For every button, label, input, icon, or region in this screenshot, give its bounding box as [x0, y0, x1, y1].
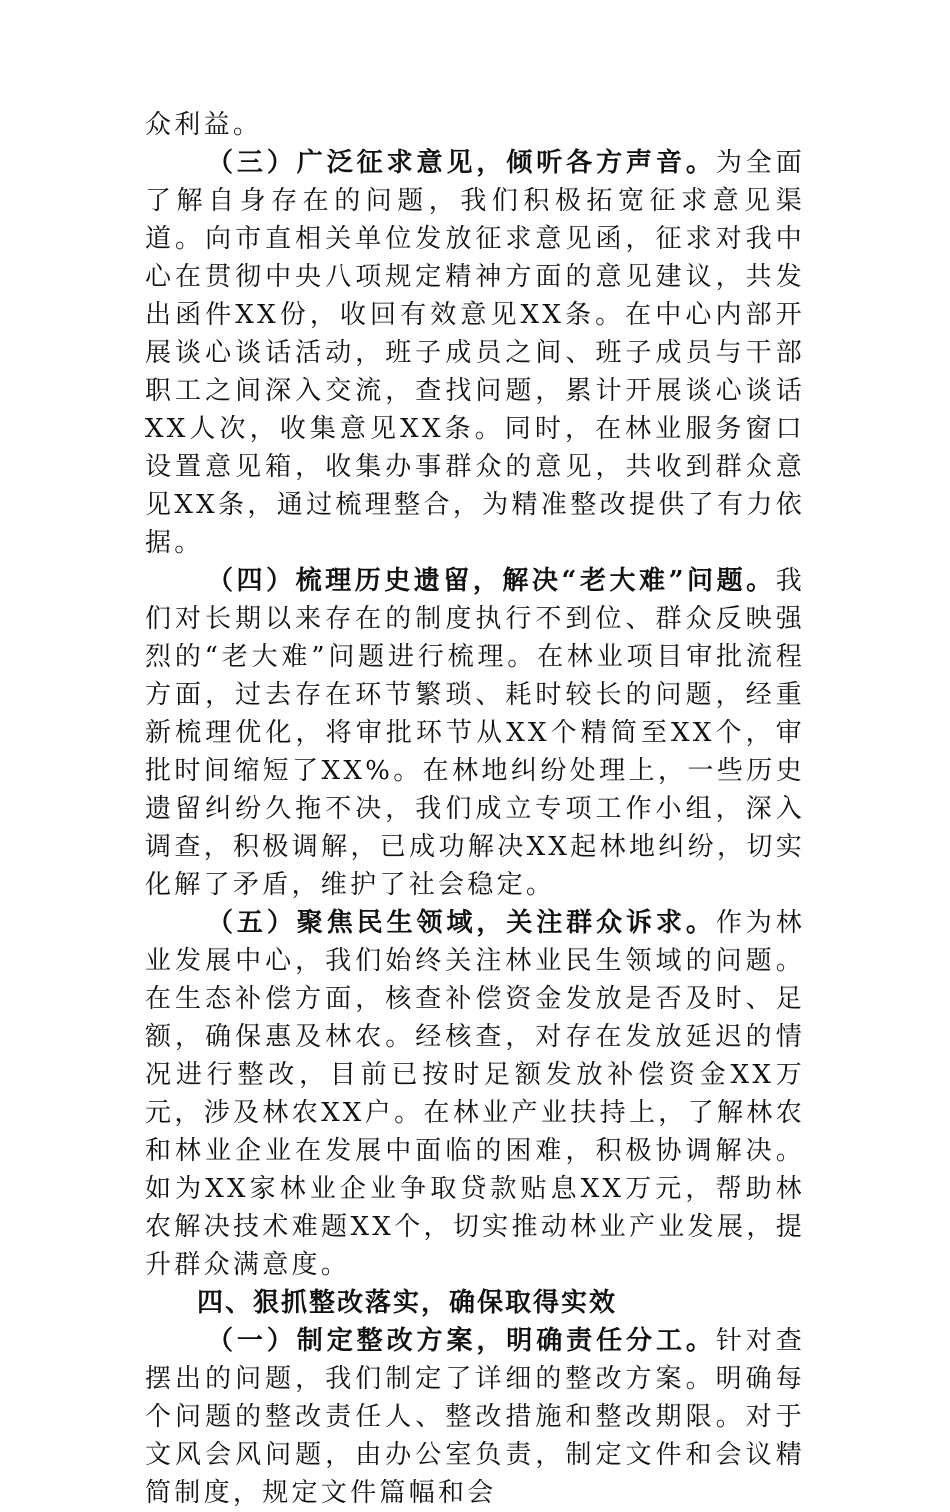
- paragraph-subsection-1: [145, 1322, 805, 1512]
- section-3-body: 为全面了解自身存在的问题，我们积极拓宽征求意见渠道。向市直相关单位发放征求意见函，征求对我中心在贯彻中央八项规定精神方面的意见建议，共发出函件XX份，收回有效意见XX条。在中心内部开展谈心谈话活动，班子成员之间、班子成员与干部职工之间深入交流，查找问题，累计开展谈心谈话XX人次，收集意见XX条。同时，在林业服务窗口设置意见箱，收集办事群众的意见，共收到群众意见XX条，通过梳理整合，为精准整改提供了有力依据。: [145, 148, 805, 558]
- paragraph-section-4: [145, 562, 805, 904]
- subsection-1-lead: （一）制定整改方案，明确责任分工。: [207, 1326, 716, 1356]
- section-4-lead: （四）梳理历史遗留，解决“老大难”问题。: [207, 566, 776, 596]
- section-3-lead: （三）广泛征求意见，倾听各方声音。: [207, 148, 716, 178]
- section-4-body: 我们对长期以来存在的制度执行不到位、群众反映强烈的“老大难”问题进行梳理。在林业项目审批流程方面，过去存在环节繁琐、耗时较长的问题，经重新梳理优化，将审批环节从XX个精简至XX个，审批时间缩短了XX%。在林地纠纷处理上，一些历史遗留纠纷久拖不决，我们成立专项工作小组，深入调查，积极调解，已成功解决XX起林地纠纷，切实化解了矛盾，维护了社会稳定。: [145, 566, 805, 900]
- section-5-lead: （五）聚焦民生领域，关注群众诉求。: [207, 908, 716, 938]
- subsection-1-body: 针对查摆出的问题，我们制定了详细的整改方案。明确每个问题的整改责任人、整改措施和整改期限。对于文风会风问题，由办公室负责，制定文件和会议精简制度，规定文件篇幅和会: [145, 1326, 805, 1508]
- paragraph-continuation: 众利益。: [145, 110, 263, 140]
- document-body: [145, 106, 805, 1512]
- paragraph-section-5: [145, 904, 805, 1284]
- section-5-body: 作为林业发展中心，我们始终关注林业民生领域的问题。在生态补偿方面，核查补偿资金发放是否及时、足额，确保惠及林农。经核查，对存在发放延迟的情况进行整改，目前已按时足额发放补偿资金XX万元，涉及林农XX户。在林业产业扶持上，了解林农和林业企业在发展中面临的困难，积极协调解决。如为XX家林业企业争取贷款贴息XX万元，帮助林农解决技术难题XX个，切实推动林业产业发展，提升群众满意度。: [145, 908, 805, 1280]
- chapter-heading-4: 四、狠抓整改落实，确保取得实效: [197, 1288, 618, 1318]
- paragraph-section-3: [145, 144, 805, 562]
